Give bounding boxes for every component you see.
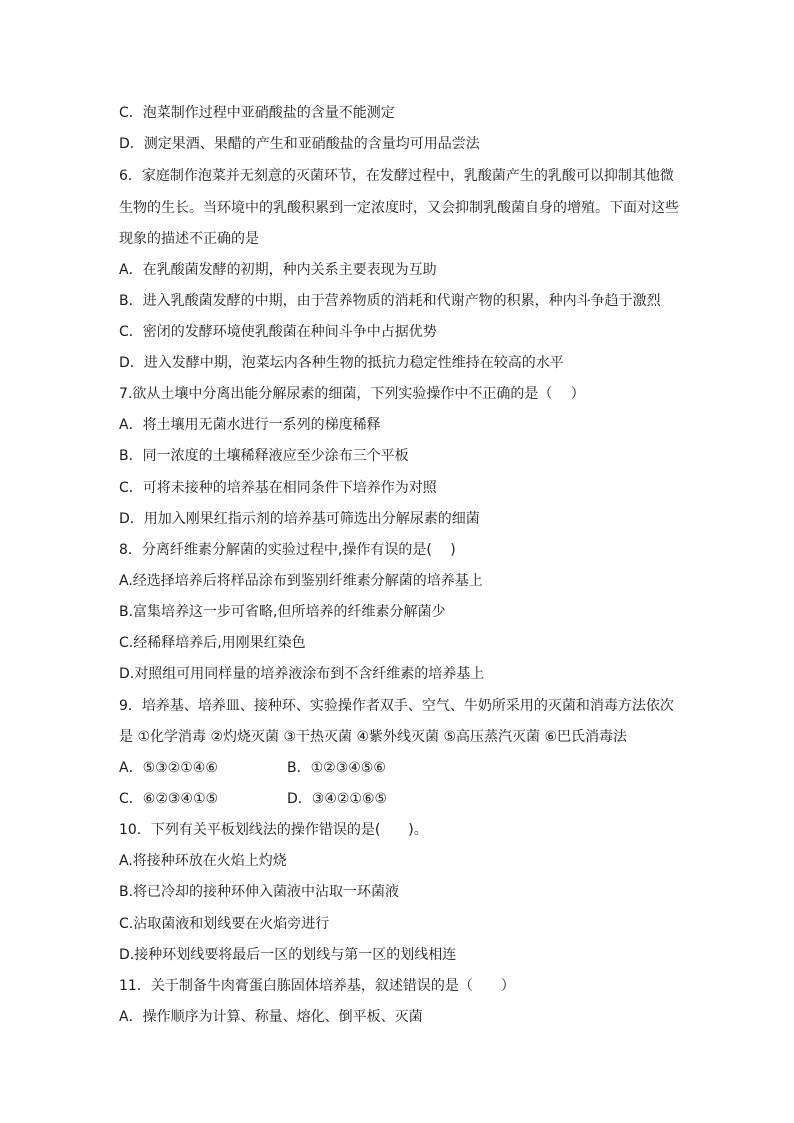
- q8-option-b: B.富集培养这一步可省略,但所培养的纤维素分解菌少: [119, 604, 446, 620]
- q10-option-d: D.接种环划线要将最后一区的划线与第一区的划线相连: [119, 947, 457, 963]
- q8-stem: 8．分离纤维素分解菌的实验过程中,操作有误的是( ): [119, 542, 456, 558]
- q9-stem-line-2: 是 ①化学消毒 ②灼烧灭菌 ③干热灭菌 ④紫外线灭菌 ⑤高压蒸汽灭菌 ⑥巴氏消毒法: [119, 729, 628, 745]
- q8-option-c: C.经稀释培养后,用刚果红染色: [119, 635, 306, 651]
- q5-option-d: D．测定果酒、果醋的产生和亚硝酸盐的含量均可用品尝法: [119, 136, 480, 152]
- q6-option-a: A．在乳酸菌发酵的初期，种内关系主要表现为互助: [119, 262, 437, 278]
- q9-stem-line-1: 9．培养基、培养皿、接种环、实验操作者双手、空气、牛奶所采用的灭菌和消毒方法依次: [119, 698, 674, 714]
- q7-option-d: D．用加入刚果红指示剂的培养基可筛选出分解尿素的细菌: [119, 511, 480, 527]
- q6-stem-line-1: 6．家庭制作泡菜并无刻意的灭菌环节，在发酵过程中，乳酸菌产生的乳酸可以抑制其他微: [119, 168, 674, 184]
- q5-option-c: C．泡菜制作过程中亚硝酸盐的含量不能测定: [119, 105, 395, 121]
- q9-option-a: A．⑤③②①④⑥: [119, 760, 218, 776]
- q10-option-a: A.将接种环放在火焰上灼烧: [119, 853, 287, 869]
- q9-option-c: C．⑥②③④①⑤: [119, 791, 219, 807]
- q6-stem-line-2: 生物的生长。当环境中的乳酸积累到一定浓度时，又会抑制乳酸菌自身的增殖。下面对这些: [119, 200, 679, 216]
- q7-option-b: B．同一浓度的土壤稀释液应至少涂布三个平板: [119, 448, 409, 464]
- q10-option-c: C.沾取菌液和划线要在火焰旁进行: [119, 916, 330, 932]
- q11-option-a: A．操作顺序为计算、称量、熔化、倒平板、灭菌: [119, 1009, 423, 1025]
- q7-stem: 7.欲从土壤中分离出能分解尿素的细菌，下列实验操作中不正确的是（ ）: [119, 386, 585, 402]
- q9-option-d: D．③④②①⑥⑤: [287, 791, 388, 807]
- q6-option-b: B．进入乳酸菌发酵的中期，由于营养物质的消耗和代谢产物的积累，种内斗争趋于激烈: [119, 293, 661, 309]
- q10-option-b: B.将已冷却的接种环伸入菌液中沾取一环菌液: [119, 884, 400, 900]
- q9-option-b: B．①②③④⑤⑥: [287, 760, 386, 776]
- q6-stem-line-3: 现象的描述不正确的是: [119, 231, 259, 247]
- q8-option-a: A.经选择培养后将样品涂布到鉴别纤维素分解菌的培养基上: [119, 573, 483, 589]
- q10-stem: 10．下列有关平板划线法的操作错误的是( )。: [119, 822, 428, 838]
- q6-option-d: D．进入发酵中期，泡菜坛内各种生物的抵抗力稳定性维持在较高的水平: [119, 355, 564, 371]
- q7-option-a: A．将土壤用无菌水进行一系列的梯度稀释: [119, 417, 381, 433]
- q8-option-d: D.对照组可用同样量的培养液涂布到不含纤维素的培养基上: [119, 666, 485, 682]
- q6-option-c: C．密闭的发酵环境使乳酸菌在种间斗争中占据优势: [119, 324, 437, 340]
- q7-option-c: C．可将未接种的培养基在相同条件下培养作为对照: [119, 480, 437, 496]
- q11-stem: 11．关于制备牛肉膏蛋白胨固体培养基，叙述错误的是（ ）: [119, 978, 515, 994]
